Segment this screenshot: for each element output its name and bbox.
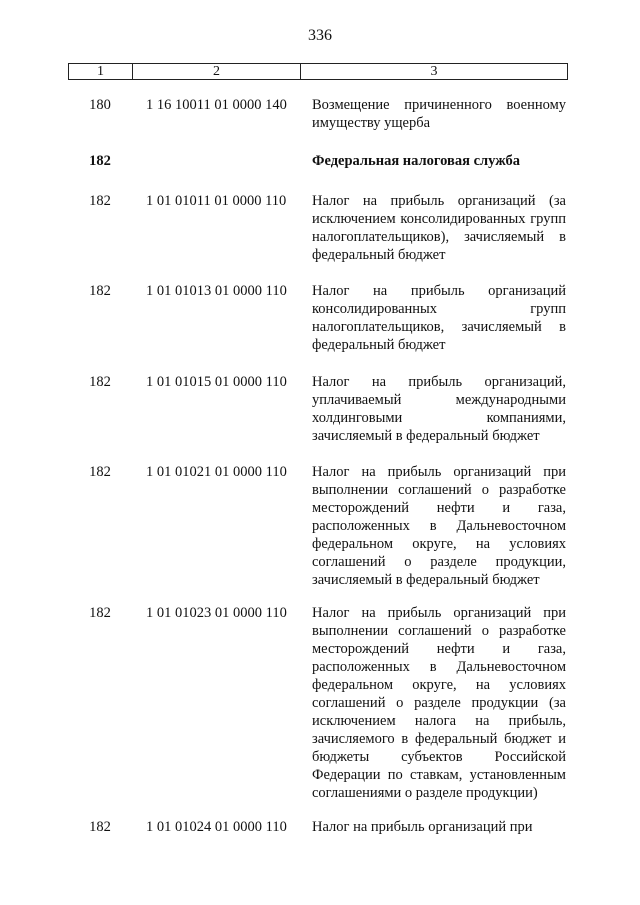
budget-code: 1 01 01024 01 0000 110 — [146, 819, 287, 835]
header-col-1: 1 — [69, 64, 133, 79]
header-col-2: 2 — [133, 64, 301, 79]
admin-code: 182 — [89, 819, 111, 835]
page-number: 336 — [308, 27, 332, 44]
budget-code: 1 01 01021 01 0000 110 — [146, 464, 287, 480]
header-col-3: 3 — [430, 64, 438, 79]
row-description: Налог на прибыль организаций (за исключением консолидированных групп налогоплательщиков), зачисляемый в федеральный бюджет — [312, 193, 566, 263]
budget-code: 1 01 01013 01 0000 110 — [146, 283, 287, 299]
row-description: Налог на прибыль организаций консолидированных групп налогоплательщиков, зачисляемый в федеральный бюджет — [312, 283, 566, 353]
row-description: Налог на прибыль организаций при выполнении соглашений о разработке месторождений нефти и газа, расположенных в Дальневосточном федеральном округе, на условиях соглашений о разделе продукции, зачисляемый в федеральный бюджет — [312, 464, 566, 588]
budget-code: 1 16 10011 01 0000 140 — [146, 97, 287, 113]
admin-code: 182 — [89, 374, 111, 390]
budget-code: 1 01 01015 01 0000 110 — [146, 374, 287, 390]
admin-code: 182 — [89, 153, 111, 169]
row-description: Возмещение причиненного военному имуществу ущерба — [312, 97, 566, 131]
row-description: Налог на прибыль организаций при выполнении соглашений о разработке месторождений нефти и газа, расположенных в Дальневосточном федеральном округе, на условиях соглашений о разделе продукции (за исключением налога на прибыль, зачисляемого в федеральный бюджет и бюджеты субъектов Российской Федерации по ставкам, установленным соглашениями о разделе продукции) — [312, 605, 566, 801]
row-description: Налог на прибыль организаций, уплачиваемый международными холдинговыми компаниями, зачисляемый в федеральный бюджет — [312, 374, 566, 444]
admin-code: 180 — [89, 97, 111, 113]
row-description: Налог на прибыль организаций при — [312, 819, 533, 835]
admin-code: 182 — [89, 464, 111, 480]
admin-code: 182 — [89, 605, 111, 621]
section-title: Федеральная налоговая служба — [312, 153, 521, 169]
budget-code: 1 01 01011 01 0000 110 — [146, 193, 287, 209]
table-header — [68, 63, 568, 80]
budget-code: 1 01 01023 01 0000 110 — [146, 605, 287, 621]
admin-code: 182 — [89, 193, 111, 209]
admin-code: 182 — [89, 283, 111, 299]
